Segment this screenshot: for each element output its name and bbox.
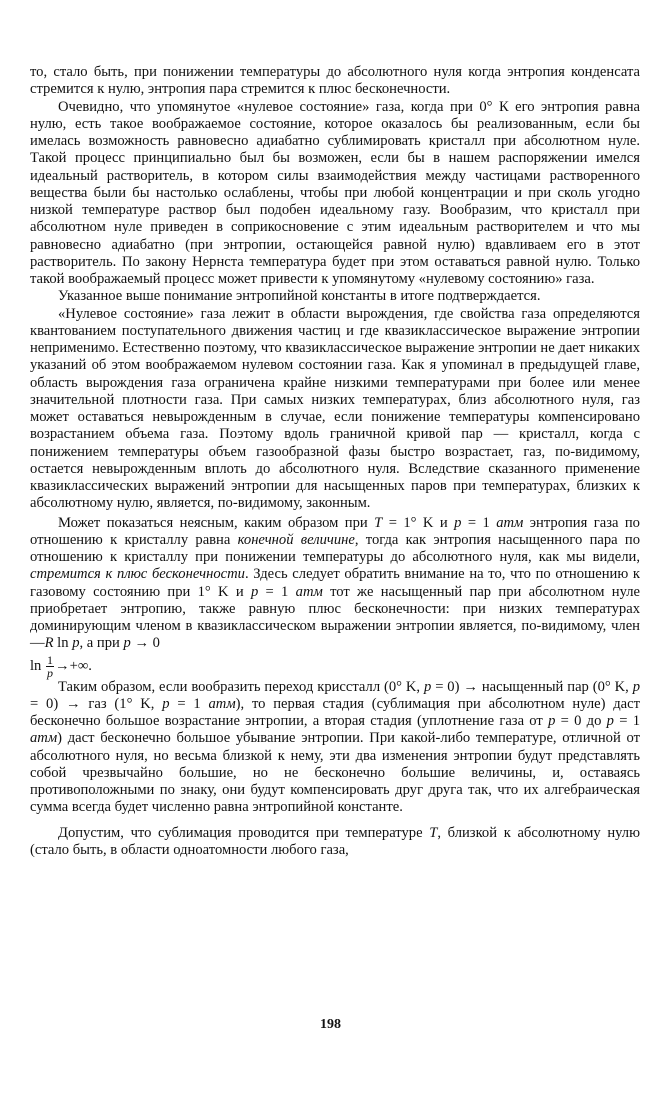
paragraph-4: «Нулевое состояние» газа лежит в области вырождения, где свойства газа определяются квантованием поступательного движения частиц и где квазиклассическое выражение энтропии неприменимо. Естественно поэтому, что квазиклассическое выражение энтропии не дает никаких указаний об этом воображаемом нулевом состоянии газа. Как я упоминал в предыдущей главе, область вырождения газа ограничена крайне низкими температурами при более или менее значительной плотности газа. При самых низких температурах, близ абсолютного нуля, газ может оставаться невырожденным в случае, если понижение температуры компенсировано возрастанием объема газа. Поэтому вдоль граничной кривой пар — кристалл, когда с понижением температуры объем газообразной фазы быстро возрастает, газ, по-видимому, остается невырожденным вплоть до абсолютного нуля. Вследствие сказанного применение квазиклассических выражений энтропии для насыщенных паров при температурах, близких к абсолютному нулю, является, по-видимому, законным. [30,305,640,512]
fraction-1-over-p: $\frac{1}{p}$ [47,652,54,680]
paragraph-3: Указанное выше понимание энтропийной константы в итоге подтверждается. [58,288,541,305]
paragraph-6: Таким образом, если вообразить переход криссталл (0° K, p = 0) → насыщенный пар (0° K, p = 0) → газ (1° K, p = 1 атм), то первая стадия (сублимация при абсолютном нуле) даст бесконечно большое возрастание энтропии, а вторая стадия (уплотнение газа от p = 0 до p = 1 атм) даст бесконечно большое убывание энтропии. При какой-либо температуре, отличной от абсолютного нуля, но весьма близкой к нему, эти два изменения энтропии будут представлять собой чрезвычайно большие, но не бесконечно большие величины, и, оставаясь противоположными по знаку, они будут компенсировать друг друга так, что их алгебраическая сумма всегда будет численно равна энтропийной константе. [30,678,641,816]
paragraph-5: Может показаться неясным, каким образом при T = 1° K и p = 1 атм энтропия газа по отношению к кристаллу равна конечной величине, тогда как энтропия насыщенного пара по отношению к кристаллу при понижении температуры до абсолютного нуля, как мы видели, стремится к плюс бесконечности. Здесь следует обратить внимание на то, что по отношению к газовому состоянию при 1° K и p = 1 атм тот же насыщенный пар при абсолютном нуле приобретает энтропию, также равную плюс бесконечности: при низких температурах доминирующим членом в квазиклассическом выражении энтропии является, по-видимому, член —R ln p, а при p → 0 [30,514,641,652]
paragraph-2: Очевидно, что упомянутое «нулевое состояние» газа, когда при 0° К его энтропия равна нулю, есть такое воображаемое состояние, которое оказалось бы реализованным, если бы имелась возможность равновесно адиабатно сублимировать кристалл при абсолютном нуле. Такой процесс принципиально был бы возможен, если бы в нашем распоряжении имелся идеальный растворитель, в котором силы взаимодействия между частицами растворенного вещества были бы настолько ослаблены, чтобы при любой концентрации и при сколь угодно низкой температуре раствор был подобен идеальному газу. Вообразим, что кристалл при абсолютном нуле приведен в соприкосновение с этим идеальным растворителем и что мы равновесно адиабатно (при энтропии, остающейся равной нулю) вдавливаем его в этот растворитель. По закону Нернста температура будет при этом оставаться равной нулю. Только такой воображаемый процесс может привести к упомянутому «нулевому состоянию» газа. [30,98,640,287]
paragraph-1: то, стало быть, при понижении температуры до абсолютного нуля когда энтропия конденсата стремится к нулю, энтропия пара стремится к плюс бесконечности. [30,64,640,98]
paragraph-7: Допустим, что сублимация проводится при температуре T, близкой к абсолютному нулю (стало быть, в области одноатомности любого газа, [30,824,640,858]
formula-ln-limit: ln $\frac{1}{p}$ →+∞. [30,652,92,680]
page-number: 198 [320,1017,341,1032]
page-text-column [30,64,640,859]
